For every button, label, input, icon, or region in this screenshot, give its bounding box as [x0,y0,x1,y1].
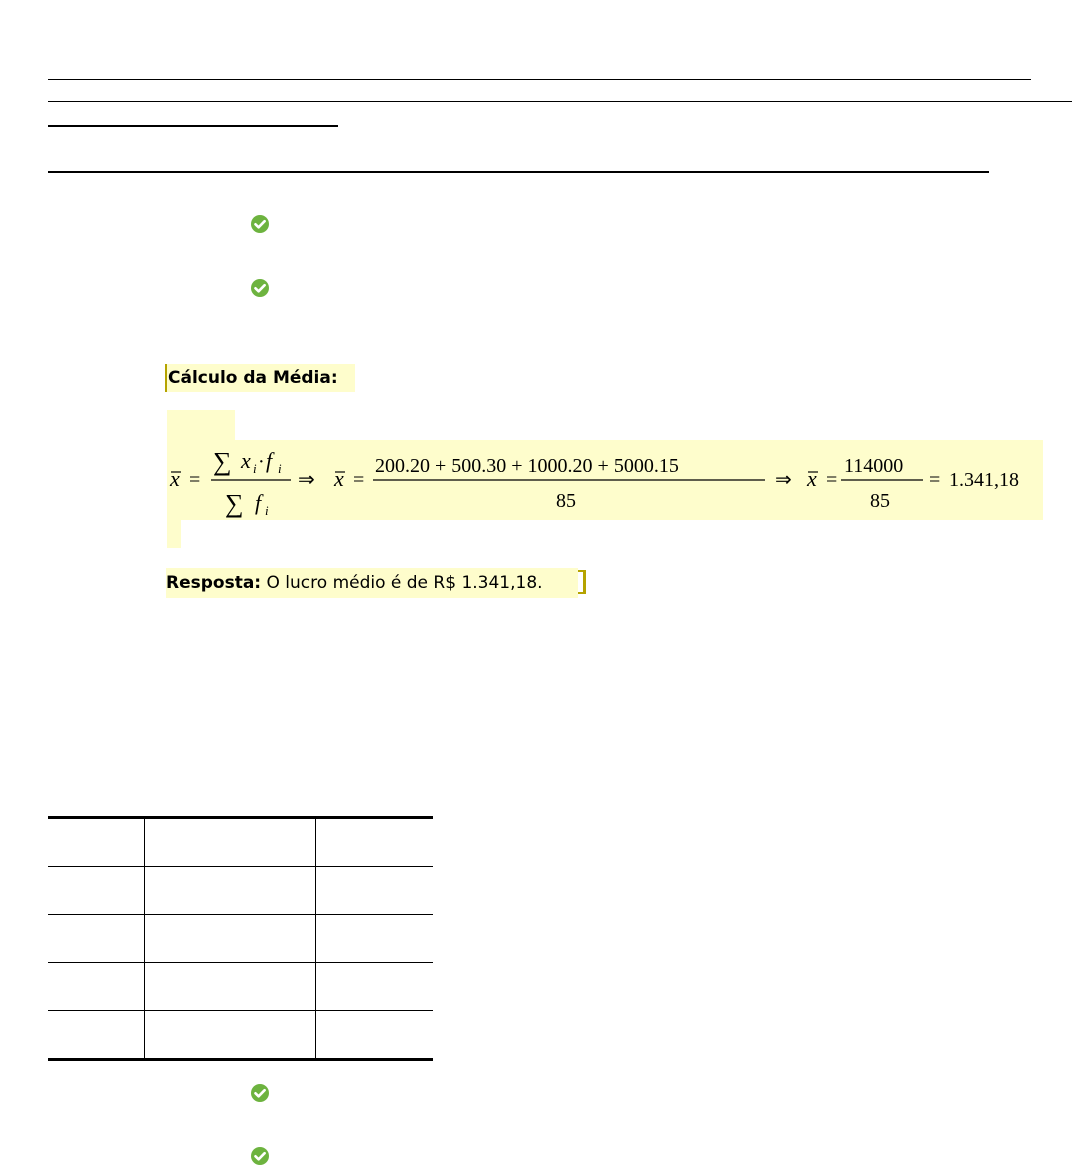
answer-text: O lucro médio é de R$ 1.341,18. [261,573,543,593]
table-row [48,963,433,1011]
table-cell [48,867,145,915]
numerator-f: f [266,448,273,473]
table-row [48,867,433,915]
table-cell [48,915,145,963]
table-row [48,1011,433,1060]
expanded-numerator: 200.20 + 500.30 + 1000.20 + 5000.15 [375,455,679,477]
divider-line [48,171,989,173]
numerator-x: x [241,448,251,473]
mean-symbol: x [807,466,817,491]
equals-sign: = [929,469,941,491]
check-circle-icon [250,1146,270,1166]
expanded-denominator: 85 [556,490,576,512]
denominator-sub-i: i [265,503,269,518]
mean-symbol: x [170,466,180,491]
table-cell [145,1011,316,1060]
comment-bracket-end [578,570,586,594]
table-cell [316,867,434,915]
table-row [48,915,433,963]
table-cell [145,818,316,867]
table-cell [48,818,145,867]
equals-sign: = [353,469,365,491]
result-denominator: 85 [870,490,890,512]
table-cell [316,915,434,963]
highlight-block [167,520,181,548]
numerator-dot: · [258,451,265,473]
divider-line [48,101,1072,102]
highlight-block [167,410,235,440]
answer-label: Resposta: [166,573,262,593]
denominator-f: f [255,490,262,515]
table-cell [145,867,316,915]
result-numerator: 114000 [844,455,904,477]
data-table [48,816,433,1061]
mean-symbol: x [334,466,344,491]
table-cell [316,963,434,1011]
table-cell [145,963,316,1011]
implies-arrow: ⇒ [298,469,315,491]
answer-line [166,568,549,598]
table-cell [145,915,316,963]
implies-arrow: ⇒ [775,469,792,491]
table-row [48,818,433,867]
sum-symbol: ∑ [225,489,244,518]
divider-line [48,125,338,127]
formula-result: 1.341,18 [949,469,1019,491]
calculation-title: Cálculo da Média: [168,368,338,388]
numerator-sub-i: i [253,461,257,476]
numerator-f-sub-i: i [278,461,282,476]
check-circle-icon [250,214,270,234]
mean-formula [167,440,1043,520]
divider-line [48,79,1031,80]
equals-sign: = [826,469,838,491]
check-circle-icon [250,278,270,298]
sum-symbol: ∑ [213,447,232,476]
equals-sign: = [189,469,201,491]
table-cell [48,963,145,1011]
table-cell [316,818,434,867]
table-cell [316,1011,434,1060]
check-circle-icon [250,1083,270,1103]
table-cell [48,1011,145,1060]
